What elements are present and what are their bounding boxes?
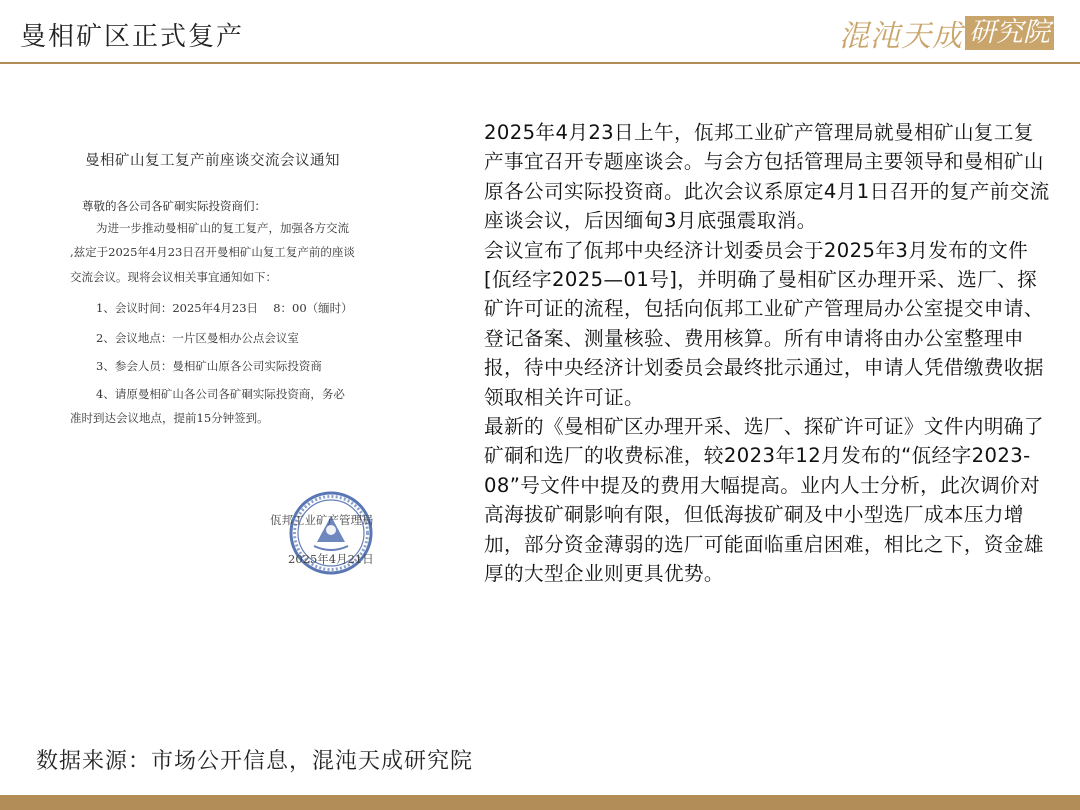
notice-issuer: 佤邦工业矿产管理局	[270, 513, 374, 527]
article-paragraph: 会议宣布了佤邦中央经济计划委员会于2025年3月发布的文件[佤经字2025—01号]，并明确了曼相矿区办理开采、选厂、探矿许可证的流程，包括向佤邦工业矿产管理局办公室提交申请、登记备案、测量核验、费用核算。所有申请将由办公室整理申报，待中央经济计划委员会最终批示通过，申请人凭借缴费收据领取相关许可证。	[484, 238, 1044, 409]
notice-line: 3、参会人员：曼相矿山原各公司实际投资商	[96, 359, 322, 373]
logo-main-text: 混沌天成	[839, 19, 963, 54]
notice-line: 交流会议。现将会议相关事宜通知如下：	[70, 270, 277, 284]
notice-line: 准时到达会议地点，提前15分钟签到。	[70, 411, 269, 425]
header-divider	[0, 62, 1080, 64]
notice-line: 为进一步推动曼相矿山的复工复产，加强各方交流	[96, 221, 349, 235]
footer-bar	[0, 795, 1080, 810]
article-paragraph: 最新的《曼相矿区办理开采、选厂、探矿许可证》文件内明确了矿硐和选厂的收费标准，较2023年12月发布的“佤经字2023-08”号文件中提及的费用大幅提高。业内人士分析，此次调价对高海拔矿硐影响有限，但低海拔矿硐及中小型选厂成本压力增加，部分资金薄弱的选厂可能面临重启困难，相比之下，资金雄厚的大型企业则更具优势。	[484, 415, 1044, 586]
notice-line: ,兹定于2025年4月23日召开曼相矿山复工复产前的座谈	[70, 245, 355, 259]
meeting-notice-image	[70, 140, 410, 580]
notice-line: 2、会议地点：一片区曼相办公点会议室	[96, 331, 299, 345]
slide-header	[0, 0, 1080, 62]
logo-box-text: 研究院	[965, 16, 1054, 50]
brand-logo	[839, 14, 1054, 52]
notice-line: 1、会议时间：2025年4月23日 8：00（缅时）	[96, 301, 353, 315]
notice-title: 曼相矿山复工复产前座谈交流会议通知	[85, 153, 340, 169]
slide-title: 曼相矿区正式复产	[20, 22, 245, 52]
notice-date: 2025年4月21日	[288, 552, 374, 566]
notice-greeting: 尊敬的各公司各矿硐实际投资商们：	[82, 199, 266, 213]
article-paragraph: 2025年4月23日上午，佤邦工业矿产管理局就曼相矿山复工复产事宜召开专题座谈会。与会方包括管理局主要领导和曼相矿山原各公司实际投资商。此次会议系原定4月1日召开的复产前交流座谈会议，后因缅甸3月底强震取消。	[484, 121, 1050, 233]
data-source-note: 数据来源：市场公开信息，混沌天成研究院	[36, 749, 474, 774]
article-body	[484, 118, 1050, 589]
notice-line: 4、请原曼相矿山各公司各矿硐实际投资商，务必	[96, 387, 345, 401]
